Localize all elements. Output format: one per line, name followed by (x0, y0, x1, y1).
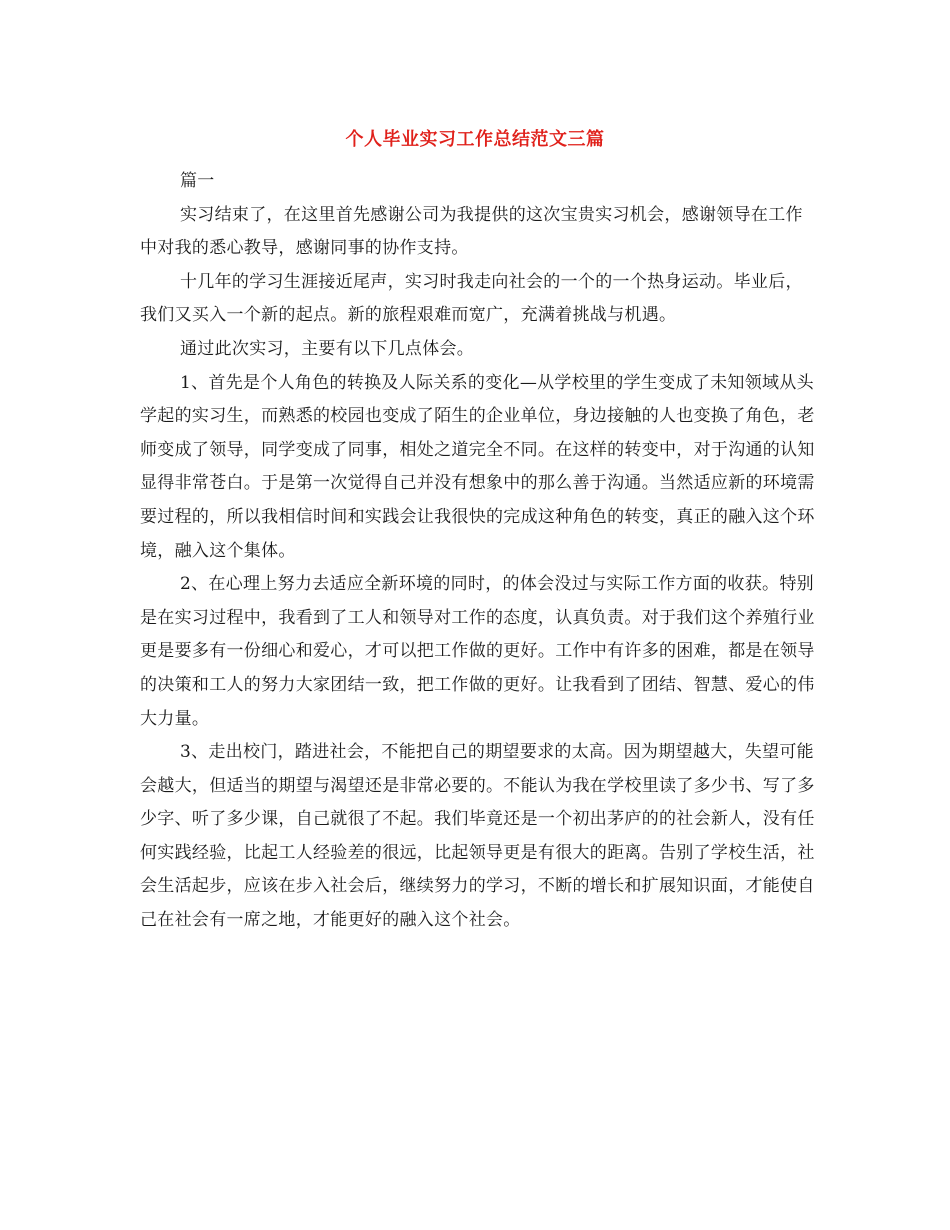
paragraph-point-1: 1、首先是个人角色的转换及人际关系的变化—从学校里的学生变成了未知领域从头学起的实习生，而熟悉的校园也变成了陌生的企业单位，身边接触的人也变换了角色，老师变成了领导，同学变成了同事，相处之道完全不同。在这样的转变中，对于沟通的认知显得非常苍白。于是第一次觉得自己并没有想象中的那么善于沟通。当然适应新的环境需要过程的，所以我相信时间和实践会让我很快的完成这种角色的转变，真正的融入这个环境，融入这个集体。 (140, 372, 815, 561)
paragraph-new-start: 十几年的学习生涯接近尾声，实习时我走向社会的一个的一个热身运动。毕业后，我们又买入一个新的起点。新的旅程艰难而宽广，充满着挑战与机遇。 (140, 271, 803, 326)
section-heading: 篇一 (180, 171, 215, 191)
document-title: 个人毕业实习工作总结范文三篇 (345, 129, 605, 150)
paragraph-point-3: 3、走出校门，踏进社会，不能把自己的期望要求的太高。因为期望越大，失望可能会越大，但适当的期望与渴望还是非常必要的。不能认为我在学校里读了多少书、写了多少字、听了多少课，自己就很了不起。我们毕竟还是一个初出茅庐的的社会新人，没有任何实践经验，比起工人经验差的很远，比起领导更是有很大的距离。告别了学校生活，社会生活起步，应该在步入社会后，继续努力的学习，不断的增长和扩展知识面，才能使自己在社会有一席之地，才能更好的融入这个社会。 (140, 742, 815, 931)
document-body (140, 165, 820, 938)
paragraph-point-2: 2、在心理上努力去适应全新环境的同时，的体会没过与实际工作方面的收获。特别是在实习过程中，我看到了工人和领导对工作的态度，认真负责。对于我们这个养殖行业更是要多有一份细心和爱心，才可以把工作做的更好。工作中有许多的困难，都是在领导的决策和工人的努力大家团结一致，把工作做的更好。让我看到了团结、智慧、爱心的伟大力量。 (140, 574, 815, 729)
paragraph-intro-points: 通过此次实习，主要有以下几点体会。 (180, 338, 475, 359)
paragraph-thanks: 实习结束了，在这里首先感谢公司为我提供的这次宝贵实习机会，感谢领导在工作中对我的悉心教导，感谢同事的协作支持。 (140, 204, 803, 259)
